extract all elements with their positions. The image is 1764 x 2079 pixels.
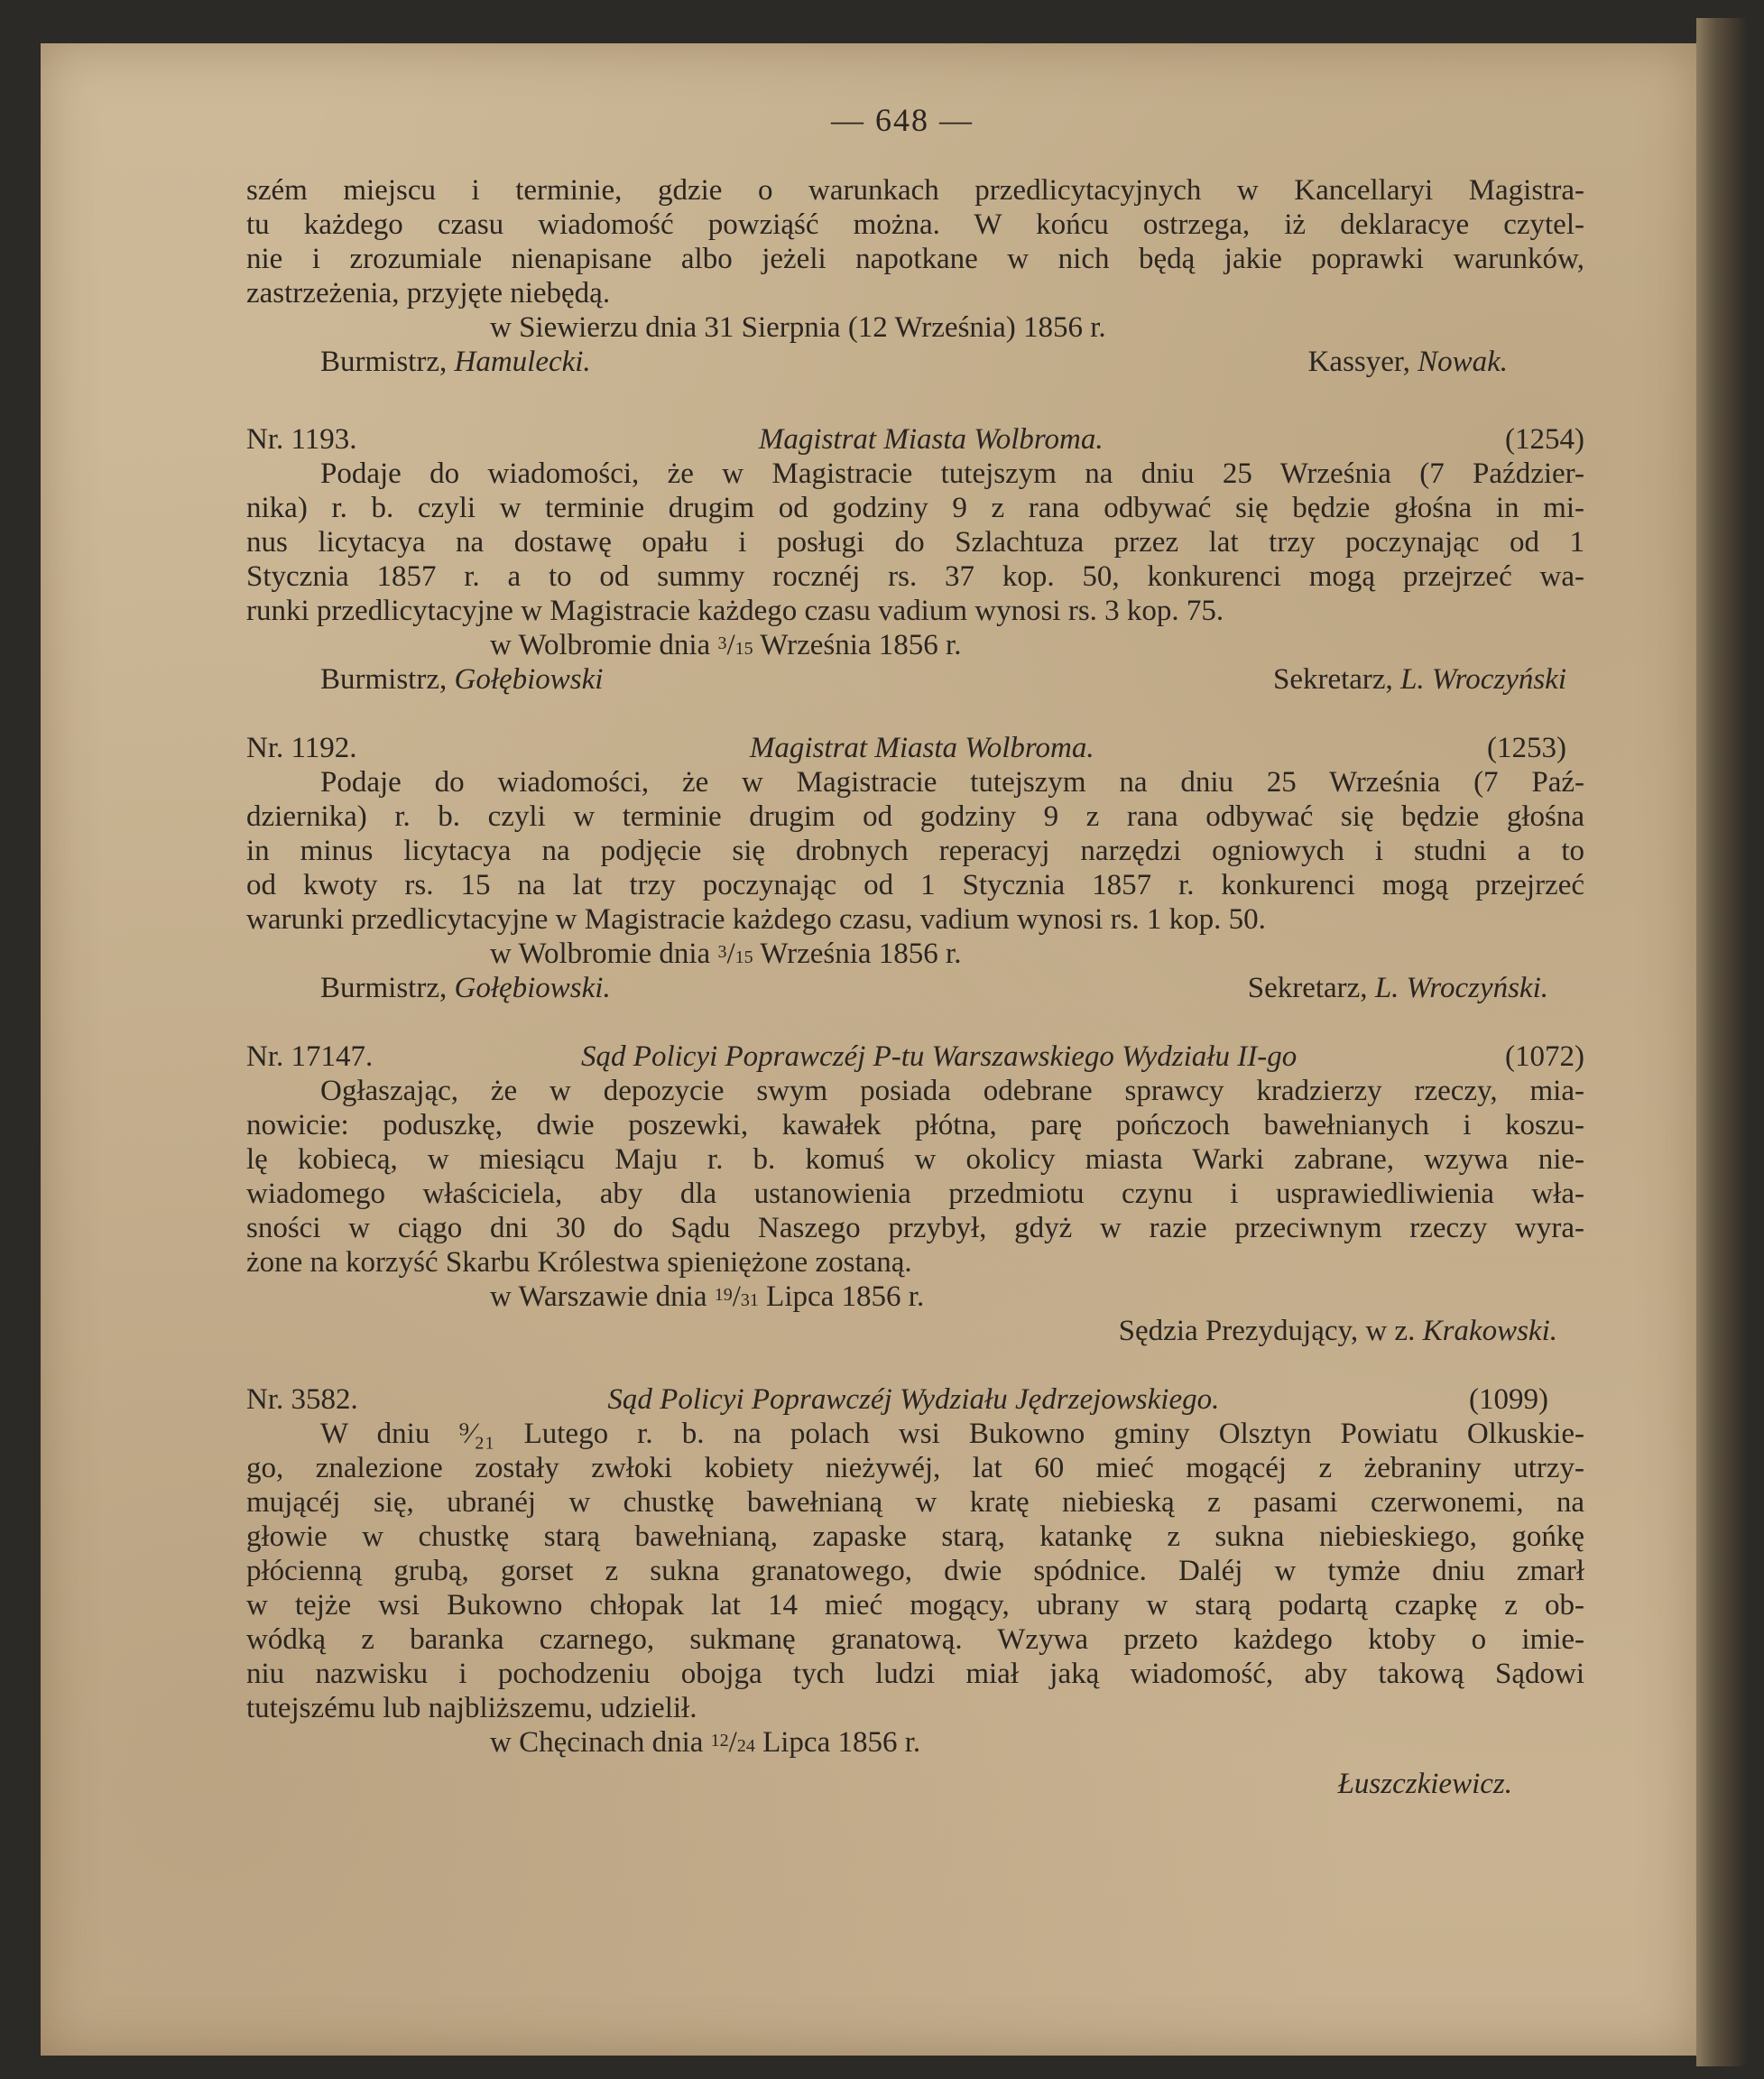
text-line: niu nazwisku i pochodzeniu obojga tych ludzi miał jaką wiadomość, aby takową Sądowi: [246, 1658, 1584, 1690]
notice-heading: Magistrat Miasta Wolbroma.: [749, 732, 1094, 764]
text-line: Podaje do wiadomości, że w Magistracie tutejszym na dniu 25 Września (7 Paździer-: [320, 457, 1584, 490]
signatory-right: Kassyer, Nowak.: [1307, 346, 1508, 378]
notice-ref: (1072): [1505, 1040, 1584, 1073]
text-line: in minus licytacya na podjęcie się drobnych reperacyj narzędzi ogniowych i studni a to: [246, 835, 1584, 867]
signatory-left: Burmistrz, Gołębiowski.: [320, 972, 611, 1004]
notice-ref: (1099): [1469, 1383, 1548, 1416]
section-1: [246, 173, 1584, 379]
signature-row: [246, 345, 1584, 379]
section-5: [246, 1382, 1584, 1801]
text-line: wiadomego właściciela, aby dla ustanowienia przedmiotu czynu i usprawiedliwienia wła-: [246, 1178, 1584, 1210]
signature-row: [246, 971, 1584, 1005]
text-line: warunki przedlicytacyjne w Magistracie każdego czasu, vadium wynosi rs. 1 kop. 50.: [246, 903, 1266, 936]
text-line: lę kobiecą, w miesiącu Maju r. b. komuś w okolicy miasta Warki zabrane, wzywa nie-: [246, 1143, 1584, 1176]
notice-number: Nr. 1192.: [246, 732, 357, 764]
text-line: sności w ciągo dni 30 do Sądu Naszego przybył, gdyż w razie przeciwnym rzeczy wyra-: [246, 1212, 1584, 1244]
signatory-right: Sekretarz, L. Wroczyński: [1272, 663, 1566, 696]
text-line: nika) r. b. czyli w terminie drugim od godziny 9 z rana odbywać się będzie głośna in mi-: [246, 492, 1584, 524]
text-line: Podaje do wiadomości, że w Magistracie tutejszym na dniu 25 Września (7 Paź-: [320, 766, 1584, 799]
notice-ref: (1253): [1487, 732, 1566, 764]
section-4: [246, 1040, 1584, 1348]
text-line: żone na korzyść Skarbu Królestwa spieniężone zostaną.: [246, 1246, 912, 1279]
notice-heading: Sąd Policyi Poprawczéj P-tu Warszawskiego Wydziału II-go: [581, 1040, 1298, 1073]
section-3: [246, 731, 1584, 1005]
text-line: tu każdego czasu wiadomość powziąść można. W końcu ostrzega, iż deklaracye czytel-: [246, 208, 1584, 241]
signature-row: Łuszczkiewicz.: [1337, 1768, 1512, 1800]
signatory-left: Burmistrz, Gołębiowski: [320, 663, 604, 696]
text-line: nus licytacya na dostawę opału i posługi do Szlachtuza przez lat trzy poczynając od 1: [246, 526, 1584, 559]
date-line: w Wolbromie dnia $^3/_{15}$ Września 1856 r.: [490, 938, 962, 970]
notice-heading: Magistrat Miasta Wolbroma.: [758, 423, 1104, 456]
section-header: [246, 1040, 1584, 1074]
text-line: szém miejscu i terminie, gdzie o warunkach przedlicytacyjnych w Kancellaryi Magistra-: [246, 174, 1584, 207]
text-line: tutejszému lub najbliższemu, udzielił.: [246, 1692, 697, 1724]
signatory-right: Sekretarz, L. Wroczyński.: [1247, 972, 1548, 1004]
book-spine-edge: [1696, 18, 1746, 2066]
text-line: Stycznia 1857 r. a to od summy rocznéj rs. 37 kop. 50, konkurenci mogą przejrzeć wa-: [246, 560, 1584, 593]
text-line: nowicie: poduszkę, dwie poszewki, kawałek płótna, parę pończoch bawełnianych i koszu-: [246, 1109, 1584, 1141]
text-line: Ogłaszając, że w depozycie swym posiada odebrane sprawcy kradzierzy rzeczy, mia-: [320, 1075, 1584, 1107]
notice-ref: (1254): [1505, 423, 1584, 456]
text-line: zastrzeżenia, przyjęte niebędą.: [246, 277, 611, 310]
page-number: — 648 —: [831, 102, 974, 138]
date-line: w Chęcinach dnia $^{12}/_{24}$ Lipca 1856 r.: [490, 1726, 921, 1759]
section-header: [246, 731, 1584, 765]
text-line: nie i zrozumiale nienapisane albo jeżeli napotkane w nich będą jakie poprawki warunków,: [246, 243, 1584, 275]
text-line: wódką z baranka czarnego, sukmanę granatową. Wzywa przeto każdego ktoby o imie-: [246, 1623, 1584, 1656]
text-line: mującéj się, ubranéj w chustkę bawełnianą w kratę niebieską z pasami czerwonemi, na: [246, 1486, 1584, 1519]
text-line: go, znalezione zostały zwłoki kobiety nieżywéj, lat 60 mieć mogącéj z żebraniny utrzy-: [246, 1452, 1584, 1484]
text-line: W dniu ⁹⁄₂₁ Lutego r. b. na polach wsi Bukowno gminy Olsztyn Powiatu Olkuskie-: [320, 1418, 1584, 1450]
date-line: w Siewierzu dnia 31 Sierpnia (12 Września) 1856 r.: [490, 311, 1106, 344]
date-line: w Warszawie dnia $^{19}/_{31}$ Lipca 1856 r.: [490, 1280, 925, 1313]
text-line: dziernika) r. b. czyli w terminie drugim od godziny 9 z rana odbywać się będzie głośna: [246, 800, 1584, 833]
signature-row: Sędzia Prezydujący, w z. Krakowski.: [1118, 1315, 1557, 1347]
signature-row: [246, 662, 1584, 697]
text-line: od kwoty rs. 15 na lat trzy poczynając od 1 Stycznia 1857 r. konkurenci mogą przejrzeć: [246, 869, 1584, 901]
notice-number: Nr. 1193.: [246, 423, 357, 456]
notice-number: Nr. 3582.: [246, 1383, 358, 1416]
text-line: głowie w chustkę starą bawełnianą, zapaske starą, katankę z sukna niebieskiego, gońkę: [246, 1520, 1584, 1553]
section-header: [246, 422, 1584, 457]
section-header: [246, 1382, 1584, 1417]
text-line: w tejże wsi Bukowno chłopak lat 14 mieć mogący, ubrany w starą podartą czapkę z ob-: [246, 1589, 1584, 1622]
date-line: w Wolbromie dnia $^3/_{15}$ Września 1856 r.: [490, 629, 962, 661]
signatory-left: Burmistrz, Hamulecki.: [320, 346, 591, 378]
text-line: runki przedlicytacyjne w Magistracie każdego czasu vadium wynosi rs. 3 kop. 75.: [246, 595, 1224, 627]
section-2: [246, 422, 1584, 697]
notice-heading: Sąd Policyi Poprawczéj Wydziału Jędrzejowskiego.: [607, 1383, 1220, 1416]
notice-number: Nr. 17147.: [246, 1040, 374, 1073]
text-line: płócienną grubą, gorset z sukna granatowego, dwie spódnice. Daléj w tymże dniu zmarł: [246, 1555, 1584, 1587]
